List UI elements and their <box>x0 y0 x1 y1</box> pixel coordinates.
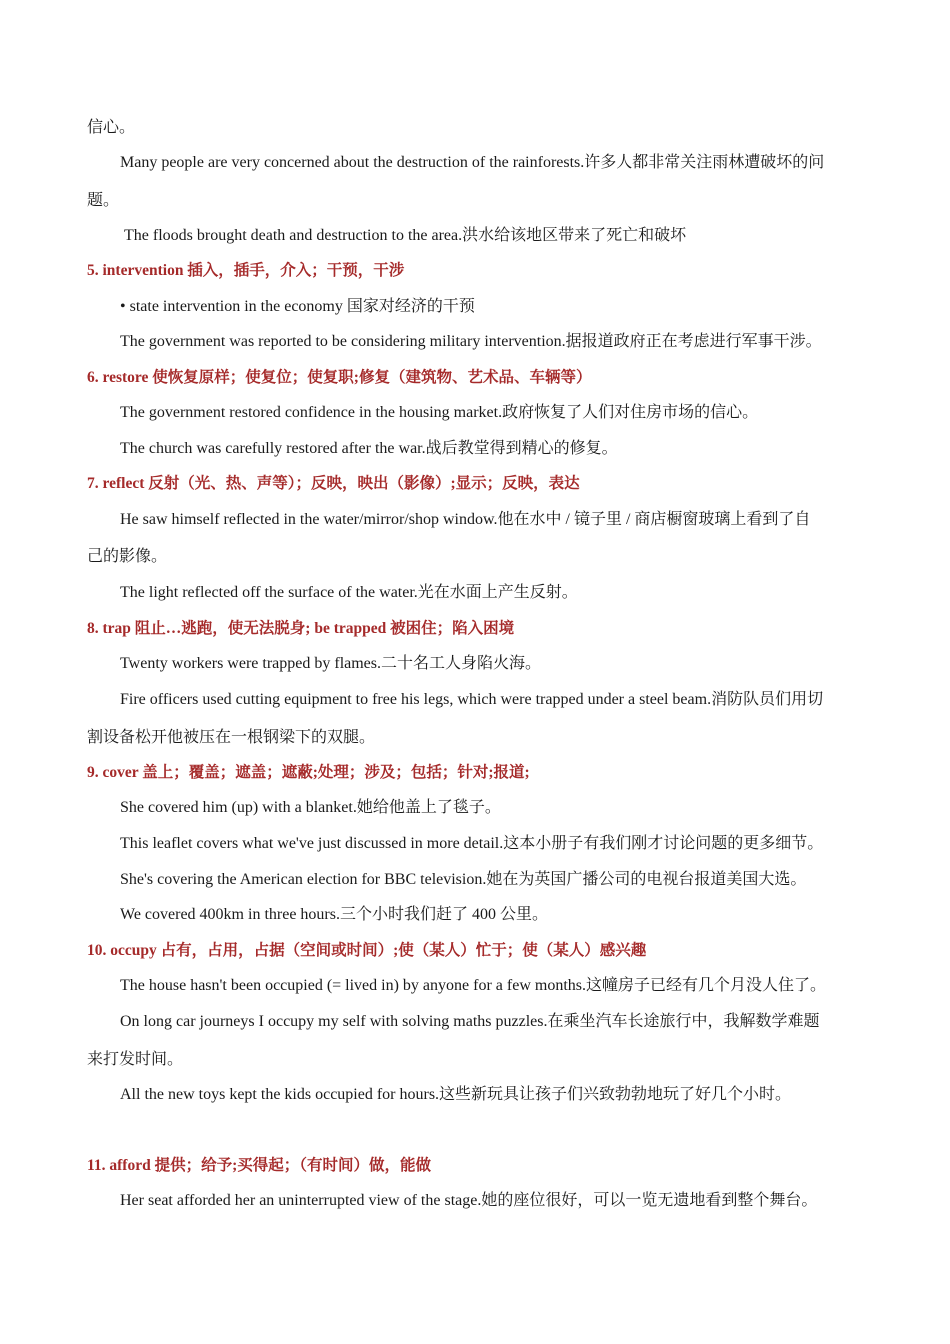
example-sentence: The floods brought death and destruction to the area.洪水给该地区带来了死亡和破坏 <box>124 227 687 244</box>
vocab-heading: 5. intervention 插入，插手，介入；干预，干涉 <box>87 262 405 279</box>
example-sentence: Many people are very concerned about the destruction of the rainforests.许多人都非常关注雨林遭破坏的问 <box>120 154 825 171</box>
example-sentence: On long car journeys I occupy my self with solving maths puzzles.在乘坐汽车长途旅行中，我解数学难题 <box>120 1013 820 1030</box>
text-line: 题。 <box>87 192 120 209</box>
example-sentence: She covered him (up) with a blanket.她给他盖上了毯子。 <box>120 799 501 816</box>
vocab-heading: 6. restore 使恢复原样；使复位；使复职;修复（建筑物、艺术品、车辆等） <box>87 369 592 386</box>
example-sentence: The house hasn't been occupied (= lived in) by anyone for a few months.这幢房子已经有几个月没人住了。 <box>120 977 826 994</box>
example-sentence: All the new toys kept the kids occupied for hours.这些新玩具让孩子们兴致勃勃地玩了好几个小时。 <box>120 1086 792 1103</box>
example-sentence: • state intervention in the economy 国家对经济的干预 <box>120 298 475 315</box>
vocab-heading: 11. afford 提供；给予;买得起；（有时间）做，能做 <box>87 1157 432 1174</box>
example-sentence: This leaflet covers what we've just discussed in more detail.这本小册子有我们刚才讨论问题的更多细节。 <box>120 835 824 852</box>
vocab-heading: 8. trap 阻止…逃跑，使无法脱身; be trapped 被困住；陷入困境 <box>87 620 515 637</box>
text-line: 信心。 <box>87 119 136 136</box>
example-sentence: The government restored confidence in the housing market.政府恢复了人们对住房市场的信心。 <box>120 404 759 421</box>
example-sentence: The church was carefully restored after the war.战后教堂得到精心的修复。 <box>120 440 618 457</box>
vocab-heading: 10. occupy 占有，占用，占据（空间或时间）;使（某人）忙于；使（某人）感兴趣 <box>87 942 647 959</box>
text-line: 己的影像。 <box>87 548 168 565</box>
example-sentence: The light reflected off the surface of the water.光在水面上产生反射。 <box>120 584 578 601</box>
example-sentence: We covered 400km in three hours.三个小时我们赶了 400 公里。 <box>120 906 548 923</box>
example-sentence: Fire officers used cutting equipment to free his legs, which were trapped under a steel beam.消防队员们用切 <box>120 691 824 708</box>
example-sentence: The government was reported to be considering military intervention.据报道政府正在考虑进行军事干涉。 <box>120 333 822 350</box>
example-sentence: Twenty workers were trapped by flames.二十名工人身陷火海。 <box>120 655 542 672</box>
example-sentence: Her seat afforded her an uninterrupted view of the stage.她的座位很好，可以一览无遗地看到整个舞台。 <box>120 1192 818 1209</box>
text-line: 割设备松开他被压在一根钢梁下的双腿。 <box>87 729 376 746</box>
example-sentence: She's covering the American election for BBC television.她在为英国广播公司的电视台报道美国大选。 <box>120 871 807 888</box>
example-sentence: He saw himself reflected in the water/mirror/shop window.他在水中 / 镜子里 / 商店橱窗玻璃上看到了自 <box>120 511 811 528</box>
text-line: 来打发时间。 <box>87 1051 184 1068</box>
vocab-heading: 7. reflect 反射（光、热、声等）；反映，映出（影像）;显示；反映，表达 <box>87 475 580 492</box>
vocab-heading: 9. cover 盖上；覆盖；遮盖；遮蔽;处理；涉及；包括；针对;报道; <box>87 764 530 781</box>
